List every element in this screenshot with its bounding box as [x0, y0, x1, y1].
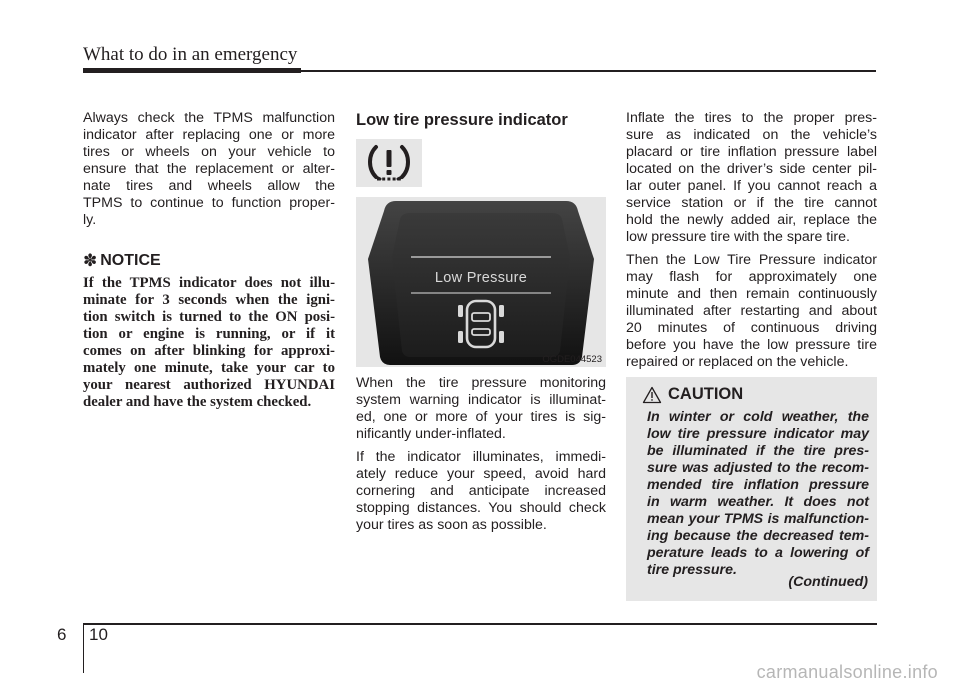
page-header-title: What to do in an emergency: [83, 44, 298, 65]
caution-heading: [642, 385, 743, 404]
warning-triangle-icon: [642, 386, 662, 404]
caution-continued: (Continued): [788, 574, 868, 590]
header-rule-thick: [83, 68, 301, 73]
low-tire-pressure-heading: Low tire pressure indicator: [356, 111, 568, 129]
reduce-speed-paragraph: If the indicator illuminates, immedi-ately reduce your speed, avoid hardcornering and anticipate increasedstopping distances. You should checkyour tires as soon as possible.: [356, 449, 606, 533]
caution-title: CAUTION: [668, 385, 744, 403]
chapter-number: 6: [57, 625, 67, 644]
header-rule-thin: [301, 70, 876, 72]
tire-pressure-warning-icon: [356, 139, 422, 187]
notice-star-icon: ✽: [83, 251, 98, 270]
caution-box: [626, 377, 877, 601]
middle-column: [356, 110, 606, 540]
inflate-tires-paragraph: Inflate the tires to the proper pres-sure as indicated on the vehicle’splacard or tire inflation pressure labellocated on the driver’s side center pil-lar outer panel. If you cannot reach aservice station or if the tire cannothold the newly added air, replace thelow pressure tire with the spare tire.: [626, 110, 877, 245]
image-caption: OGDE044523: [542, 354, 602, 365]
notice-title: NOTICE: [100, 252, 161, 269]
tpms-symbol-icon: [364, 143, 414, 183]
notice-heading: [83, 251, 335, 271]
left-column: [83, 110, 335, 411]
notice-text: If the TPMS indicator does not illu-minate for 3 seconds when the igni-tion switch is turned to the ON posi-tion or engine is running, or if itcomes on after blinking for approxi-mately one minute, take your car toyour nearest authorized HYUNDAIdealer and have the system checked.: [83, 275, 335, 410]
warning-indicator-paragraph: When the tire pressure monitoringsystem warning indicator is illuminat-ed, one or more of your tires is sig-nificantly under-inflated.: [356, 375, 606, 442]
right-column: [626, 110, 877, 377]
low-pressure-display-image: [356, 197, 606, 367]
indicator-flash-paragraph: Then the Low Tire Pressure indicatormay flash for approximately oneminute and then remain continuouslyilluminated after restarting and about20 minutes of continuous drivingbefore you have the low pressure tirerepaired or replaced on the vehicle.: [626, 252, 877, 370]
caution-text: In winter or cold weather, thelow tire pressure indicator maybe illuminated if the tire pres-sure was adjusted to the recom-mended tire inflation pressurein warm weather. It does notmean your TPMS is malfunction-ing because the decreased tem-perature leads to a lowering oftire pressure.: [647, 409, 869, 578]
footer-rule: [83, 623, 877, 625]
site-watermark: carmanualsonline.info: [756, 662, 938, 682]
tpms-check-paragraph: Always check the TPMS malfunctionindicator after replacing one or moretires or wheels on your vehicle toensure that the replacement or alter-nate tires and wheels allow theTPMS to continue to function proper-ly.: [83, 110, 335, 228]
footer-divider: [83, 623, 84, 673]
low-pressure-display-text: Low Pressure: [434, 270, 528, 286]
page-number: 10: [89, 625, 108, 644]
